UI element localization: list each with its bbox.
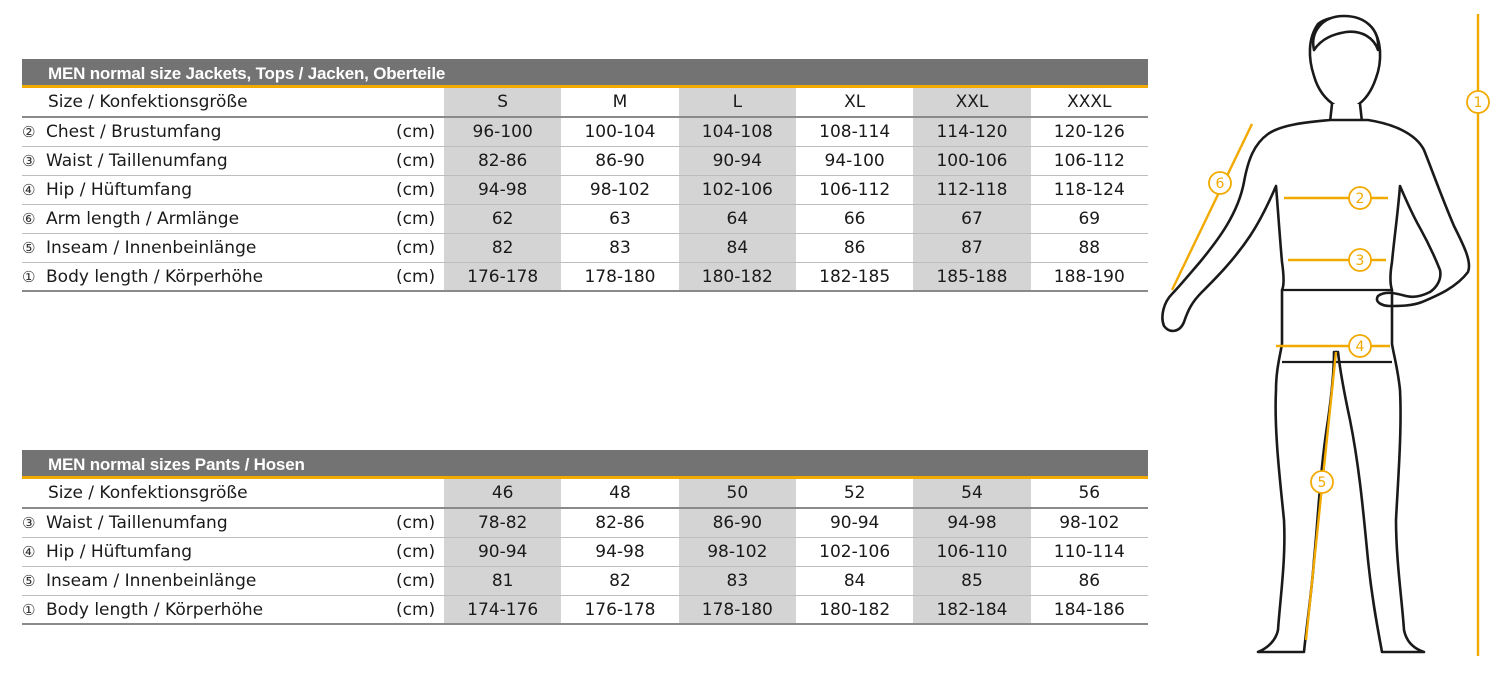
marker-5: 5: [1317, 475, 1327, 491]
size-col-header: 50: [679, 479, 796, 507]
marker-2: 2: [1355, 191, 1365, 207]
table-cell: 100-104: [584, 122, 656, 142]
table-cell: 178-180: [679, 596, 796, 623]
table-cell: 112-118: [913, 176, 1030, 204]
table-cell: 118-124: [1053, 180, 1125, 200]
size-col-header: XXXL: [1067, 92, 1112, 112]
table-cell: 98-102: [679, 538, 796, 566]
marker-4: 4: [1355, 339, 1365, 355]
pants-size-table: [22, 450, 1148, 625]
table-cell: 176-178: [584, 600, 656, 620]
table-cell: 78-82: [444, 509, 561, 537]
table-cell: 98-102: [589, 180, 651, 200]
table-cell: 90-94: [829, 513, 880, 533]
size-col-header: 48: [609, 483, 631, 503]
table-cell: 88: [1078, 238, 1101, 258]
unit-label: (cm): [396, 600, 436, 620]
table-row: [22, 538, 1148, 567]
measure-label: Inseam / Innenbeinlänge: [46, 571, 257, 591]
measure-marker: ④: [22, 181, 36, 199]
table-row: [22, 567, 1148, 596]
table-cell: 90-94: [679, 147, 796, 175]
unit-spacer: [396, 479, 444, 507]
table-cell: 82-86: [444, 147, 561, 175]
table-row: [22, 234, 1148, 263]
measure-marker: ②: [22, 123, 36, 141]
table-cell: 86: [843, 238, 866, 258]
measure-label: Body length / Körperhöhe: [46, 266, 264, 287]
table-row: [22, 509, 1148, 538]
unit-spacer: [396, 88, 444, 116]
table-cell: 69: [1078, 209, 1101, 229]
table-cell: 94-98: [595, 542, 645, 562]
table-cell: 96-100: [444, 118, 561, 146]
unit-label: (cm): [396, 209, 436, 229]
table-title: MEN normal sizes Pants / Hosen: [22, 450, 1148, 479]
size-header-label: Size / Konfektionsgröße: [48, 483, 248, 503]
table-cell: 90-94: [444, 538, 561, 566]
table-cell: 182-185: [819, 267, 891, 287]
size-col-header: M: [612, 92, 628, 112]
table-cell: 104-108: [679, 118, 796, 146]
table-cell: 120-126: [1053, 122, 1125, 142]
table-cell: 66: [843, 209, 866, 229]
unit-label: (cm): [396, 238, 436, 258]
table-cell: 182-184: [913, 596, 1030, 623]
table-cell: 178-180: [584, 267, 656, 287]
table-cell: 110-114: [1053, 542, 1125, 562]
table-cell: 102-106: [679, 176, 796, 204]
table-row: [22, 596, 1148, 625]
measure-marker: ①: [22, 267, 36, 286]
table-cell: 94-100: [824, 151, 885, 171]
measure-label: Body length / Körperhöhe: [46, 599, 264, 620]
unit-label: (cm): [396, 267, 436, 287]
size-col-header: 52: [843, 483, 866, 503]
table-cell: 86-90: [679, 509, 796, 537]
table-title: MEN normal size Jackets, Tops / Jacken, Oberteile: [22, 59, 1148, 88]
unit-label: (cm): [396, 513, 436, 533]
unit-label: (cm): [396, 122, 436, 142]
measure-marker: ④: [22, 543, 36, 561]
table-cell: 106-112: [1053, 151, 1125, 171]
table-cell: 100-106: [913, 147, 1030, 175]
table-cell: 86: [1078, 571, 1101, 591]
table-cell: 67: [913, 205, 1030, 233]
table-cell: 98-102: [1059, 513, 1120, 533]
table-cell: 84: [679, 234, 796, 262]
table-cell: 84: [843, 571, 866, 591]
table-cell: 83: [609, 238, 631, 258]
table-cell: 106-112: [819, 180, 891, 200]
measure-marker: ⑥: [22, 210, 36, 228]
table-cell: 176-178: [444, 263, 561, 290]
unit-label: (cm): [396, 151, 436, 171]
table-header-row: [22, 479, 1148, 509]
jackets-size-table: [22, 59, 1148, 292]
size-col-header: XL: [844, 92, 866, 112]
table-cell: 114-120: [913, 118, 1030, 146]
table-cell: 94-98: [913, 509, 1030, 537]
measure-label: Hip / Hüftumfang: [46, 542, 193, 562]
marker-3: 3: [1355, 253, 1365, 269]
measure-label: Waist / Taillenumfang: [46, 151, 228, 171]
table-cell: 64: [679, 205, 796, 233]
table-cell: 94-98: [444, 176, 561, 204]
measure-label: Arm length / Armlänge: [46, 209, 240, 229]
table-cell: 63: [609, 209, 631, 229]
measure-label: Hip / Hüftumfang: [46, 180, 193, 200]
table-row: [22, 118, 1148, 147]
table-cell: 184-186: [1053, 600, 1125, 620]
unit-label: (cm): [396, 180, 436, 200]
measure-marker: ⑤: [22, 239, 36, 257]
table-row: [22, 176, 1148, 205]
measure-label: Inseam / Innenbeinlänge: [46, 238, 257, 258]
figure-body: [1162, 120, 1469, 652]
size-col-header: XXL: [913, 88, 1030, 116]
unit-label: (cm): [396, 542, 436, 562]
measure-label: Waist / Taillenumfang: [46, 513, 228, 533]
table-cell: 102-106: [819, 542, 891, 562]
table-cell: 106-110: [913, 538, 1030, 566]
measure-label: Chest / Brustumfang: [46, 122, 222, 142]
table-cell: 82: [609, 571, 631, 591]
size-col-header: 56: [1078, 483, 1101, 503]
table-cell: 86-90: [595, 151, 645, 171]
measure-marker: ③: [22, 152, 36, 170]
body-measurement-figure: [1150, 0, 1500, 673]
measure-marker: ⑤: [22, 572, 36, 590]
marker-1: 1: [1473, 95, 1483, 111]
table-cell: 174-176: [444, 596, 561, 623]
table-cell: 188-190: [1053, 267, 1125, 287]
table-cell: 87: [913, 234, 1030, 262]
table-cell: 83: [679, 567, 796, 595]
size-col-header: 46: [444, 479, 561, 507]
measure-marker: ③: [22, 514, 36, 532]
table-cell: 180-182: [819, 600, 891, 620]
table-cell: 108-114: [819, 122, 891, 142]
table-row: [22, 205, 1148, 234]
table-cell: 82-86: [595, 513, 645, 533]
table-cell: 180-182: [679, 263, 796, 290]
table-header-row: [22, 88, 1148, 118]
table-row: [22, 147, 1148, 176]
size-header-label: Size / Konfektionsgröße: [48, 92, 248, 112]
measure-marker: ①: [22, 600, 36, 619]
marker-6: 6: [1215, 176, 1225, 192]
table-row: [22, 263, 1148, 292]
unit-label: (cm): [396, 571, 436, 591]
size-col-header: S: [444, 88, 561, 116]
table-cell: 82: [444, 234, 561, 262]
table-cell: 81: [444, 567, 561, 595]
table-cell: 185-188: [913, 263, 1030, 290]
size-col-header: 54: [913, 479, 1030, 507]
table-cell: 85: [913, 567, 1030, 595]
table-cell: 62: [444, 205, 561, 233]
size-col-header: L: [679, 88, 796, 116]
